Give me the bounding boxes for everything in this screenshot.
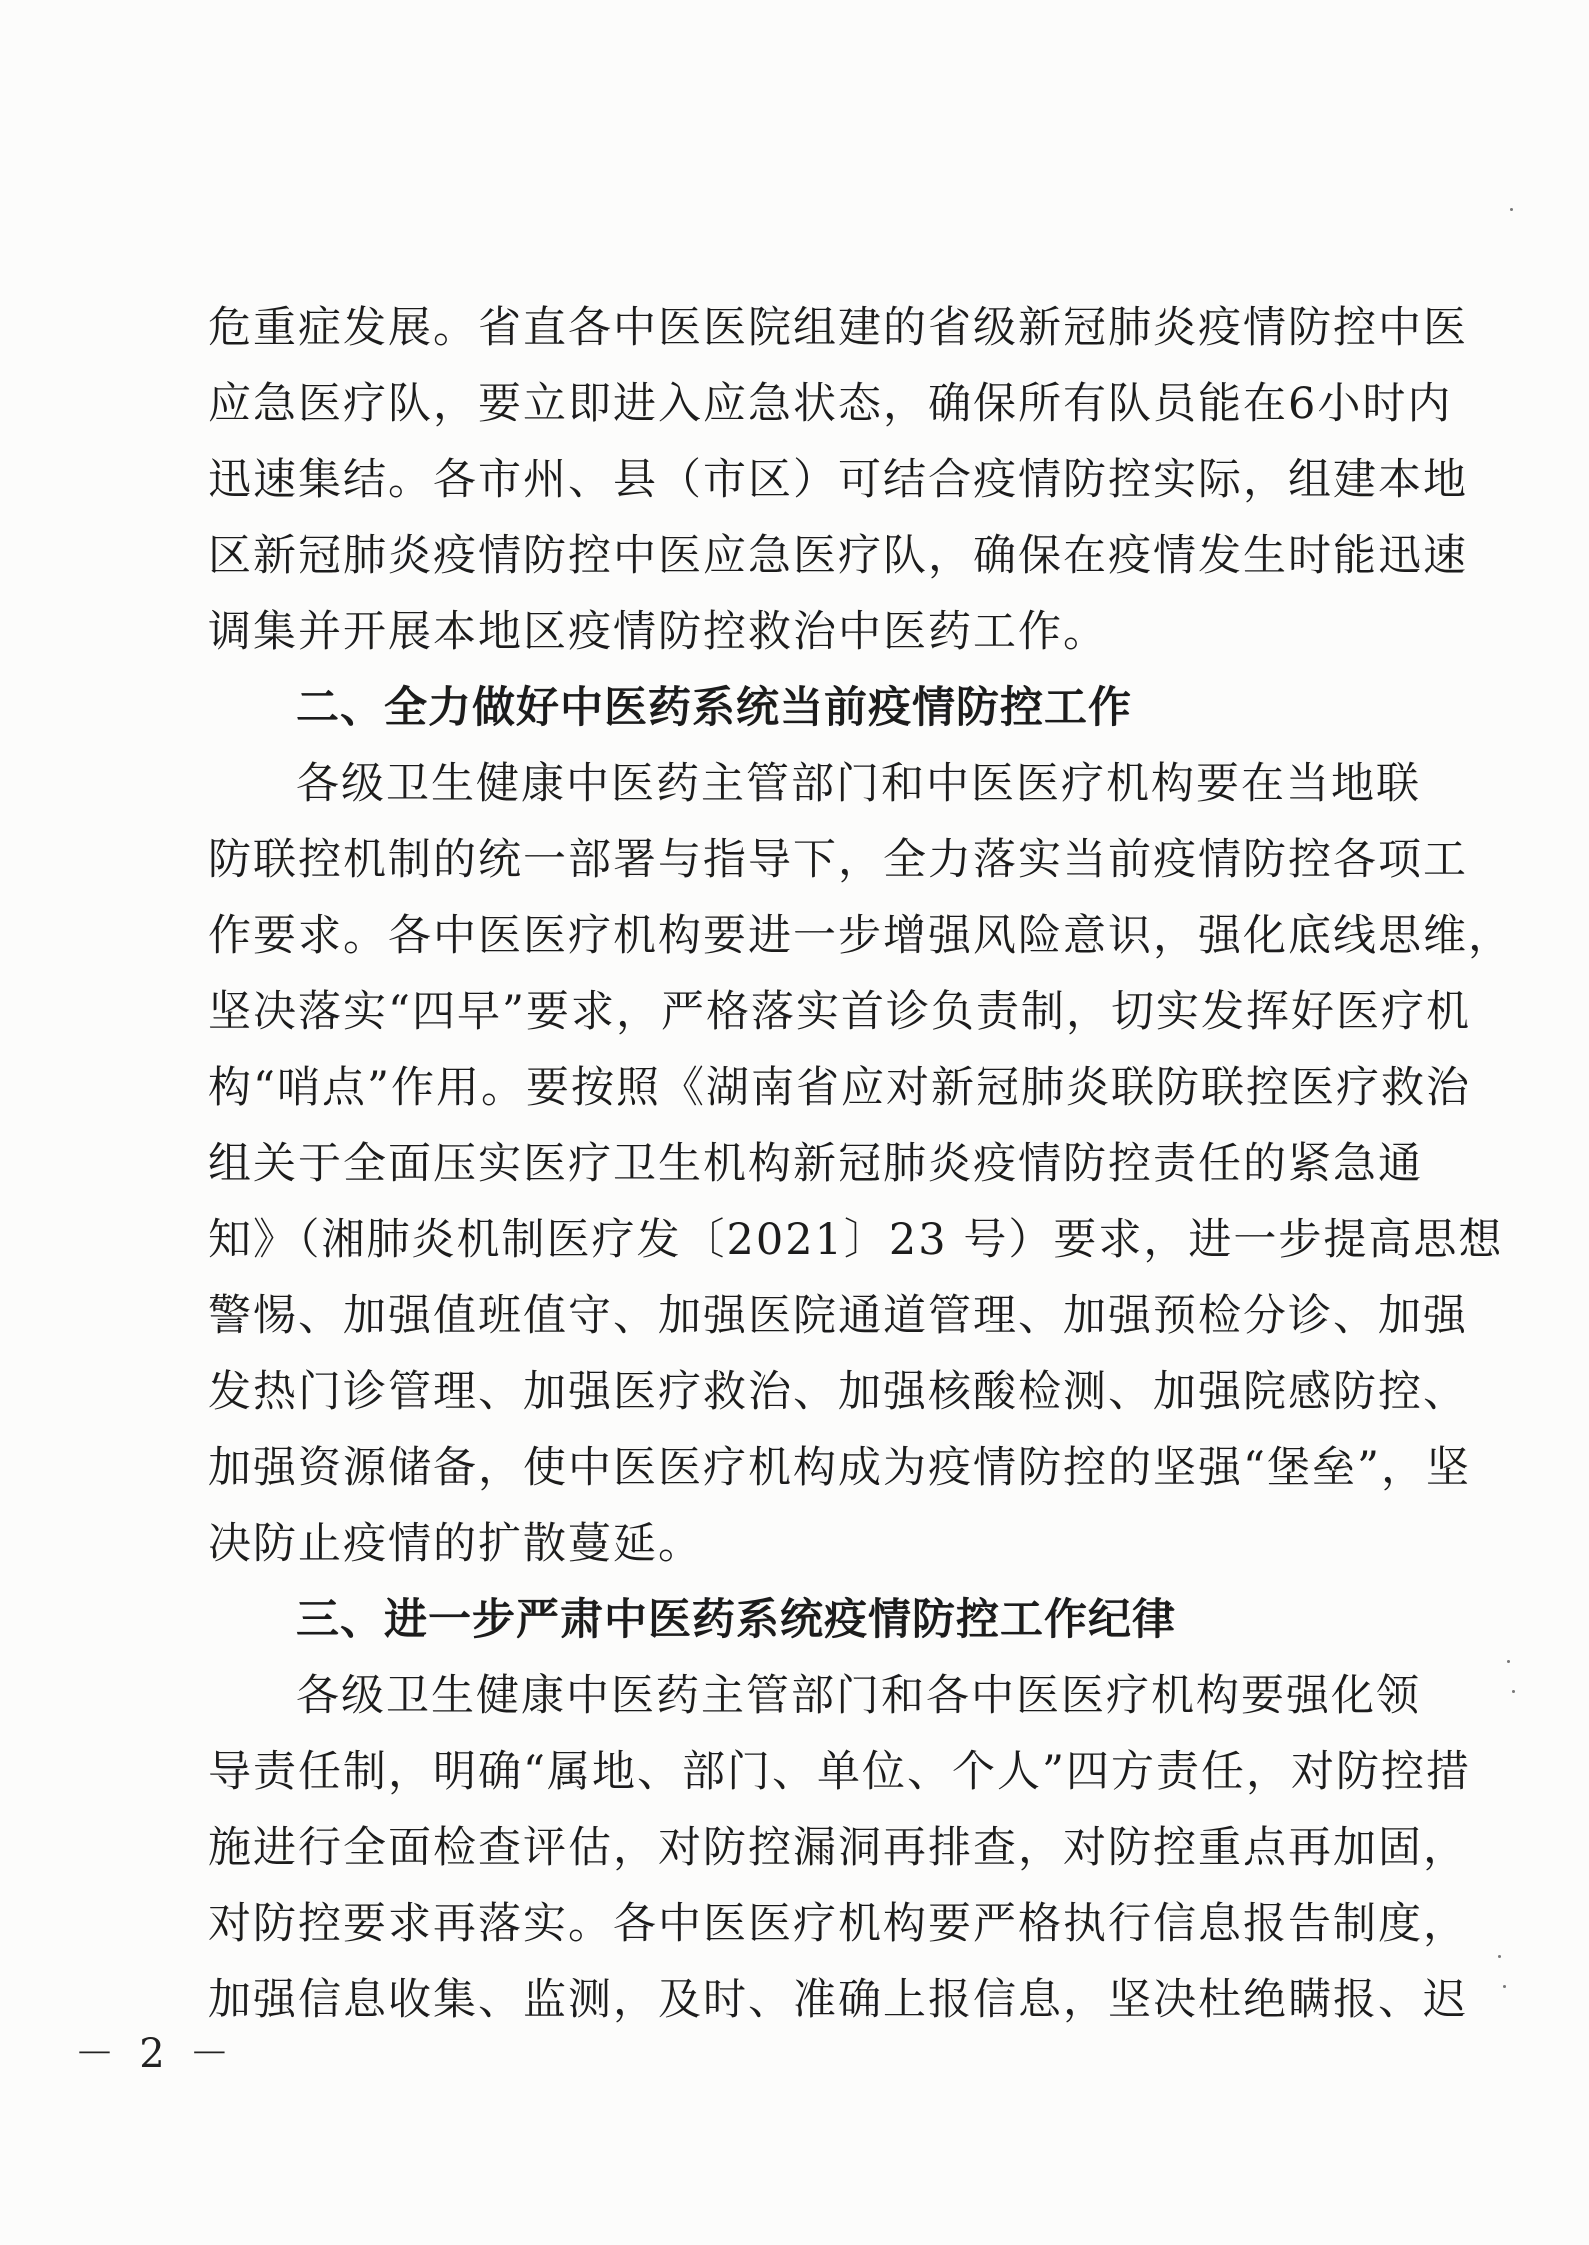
body-line: 防联控机制的统一部署与指导下，全力落实当前疫情防控各项工 xyxy=(208,835,1468,885)
scan-speck xyxy=(1507,1660,1510,1663)
document-body xyxy=(208,290,1513,2038)
body-line: 知》（湘肺炎机制医疗发〔2021〕23 号）要求，进一步提高思想 xyxy=(208,1215,1504,1265)
body-line: 组关于全面压实医疗卫生机构新冠肺炎疫情防控责任的紧急通 xyxy=(208,1139,1423,1189)
body-line: 警惕、加强值班值守、加强医院通道管理、加强预检分诊、加强 xyxy=(208,1291,1468,1341)
scan-speck xyxy=(1498,1955,1501,1958)
body-line: 区新冠肺炎疫情防控中医应急医疗队，确保在疫情发生时能迅速 xyxy=(208,531,1468,581)
body-line: 危重症发展。省直各中医医院组建的省级新冠肺炎疫情防控中医 xyxy=(208,303,1468,353)
body-line: 各级卫生健康中医药主管部门和各中医医疗机构要强化领 xyxy=(296,1671,1421,1721)
body-line: 导责任制，明确“属地、部门、单位、个人”四方责任，对防控措 xyxy=(208,1747,1471,1797)
body-line: 调集并开展本地区疫情防控救治中医药工作。 xyxy=(208,607,1108,657)
scan-speck xyxy=(1503,1985,1506,1988)
body-line: 加强信息收集、监测，及时、准确上报信息，坚决杜绝瞒报、迟 xyxy=(208,1975,1468,2025)
body-line: 构“哨点”作用。要按照《湖南省应对新冠肺炎联防联控医疗救治 xyxy=(208,1063,1471,1113)
body-line: 对防控要求再落实。各中医医疗机构要严格执行信息报告制度， xyxy=(208,1899,1468,1949)
scan-speck xyxy=(1512,1690,1515,1693)
body-line: 发热门诊管理、加强医疗救治、加强核酸检测、加强院感防控、 xyxy=(208,1367,1468,1417)
body-line: 坚决落实“四早”要求，严格落实首诊负责制，切实发挥好医疗机 xyxy=(208,987,1471,1037)
body-line: 各级卫生健康中医药主管部门和中医医疗机构要在当地联 xyxy=(296,759,1421,809)
body-line: 迅速集结。各市州、县（市区）可结合疫情防控实际，组建本地 xyxy=(208,455,1468,505)
section-heading: 三、进一步严肃中医药系统疫情防控工作纪律 xyxy=(296,1595,1176,1645)
page-number: － 2 － xyxy=(74,2031,236,2077)
body-line: 决防止疫情的扩散蔓延。 xyxy=(208,1519,703,1569)
scan-speck xyxy=(1510,208,1513,211)
body-line: 应急医疗队，要立即进入应急状态，确保所有队员能在6小时内 xyxy=(208,379,1453,429)
body-line: 作要求。各中医医疗机构要进一步增强风险意识，强化底线思维， xyxy=(208,911,1513,961)
body-line: 加强资源储备，使中医医疗机构成为疫情防控的坚强“堡垒”，坚 xyxy=(208,1443,1471,1493)
body-line: 施进行全面检查评估，对防控漏洞再排查，对防控重点再加固， xyxy=(208,1823,1468,1873)
section-heading: 二、全力做好中医药系统当前疫情防控工作 xyxy=(296,683,1132,733)
